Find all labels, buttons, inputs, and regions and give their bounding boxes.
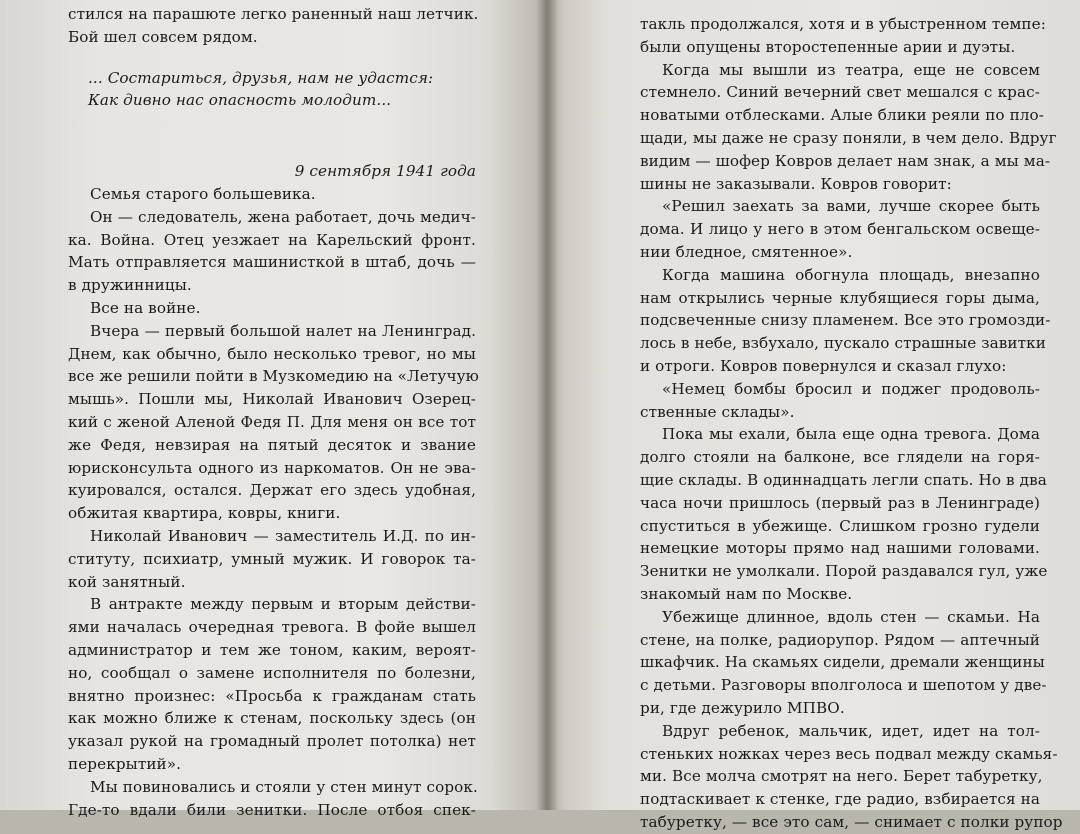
intro-line: Бой шел совсем рядом. xyxy=(68,27,258,46)
paragraph-line: Зенитки не умолкали. Порой раздавался гул, уже xyxy=(640,562,1048,581)
paragraph-line: «Немец бомбы бросил и поджег продоволь- xyxy=(662,379,1040,398)
paragraph-line: все же решили пойти в Музкомедию на «Летучую xyxy=(68,367,479,386)
paragraph-line: подтаскивает к стенке, где радио, взбирается на xyxy=(640,790,1040,809)
paragraph-line: Мать отправляется машинисткой в штаб, дочь — xyxy=(68,253,476,272)
paragraph-line: «Решил заехать за вами, лучше скорее быть xyxy=(662,197,1040,216)
left-page xyxy=(0,0,545,819)
paragraph-line: табуретку, — все это сам, — снимает с полки рупор xyxy=(640,812,1063,831)
paragraph-line: Когда машина обогнула площадь, внезапно xyxy=(662,265,1040,284)
paragraph-line: Он — следователь, жена работает, дочь медич- xyxy=(90,207,476,226)
poem-epigraph xyxy=(88,67,476,113)
right-page xyxy=(545,0,1080,831)
spacer xyxy=(68,112,476,160)
paragraph-line: долго стояли на балконе, все глядели на горя- xyxy=(640,448,1040,467)
paragraph-line: Когда мы вышли из театра, еще не совсем xyxy=(662,60,1040,79)
paragraph-line: ституту, психиатр, умный мужик. И говорок та- xyxy=(68,549,476,568)
paragraph-line: ка. Война. Отец уезжает на Карельский фронт. xyxy=(68,230,476,249)
paragraph-line: же Федя, невзирая на пятый десяток и звание xyxy=(68,435,476,454)
paragraph-line: дома. И лицо у него в этом бенгальском освеще- xyxy=(640,220,1040,239)
poem-line: ... Состариться, друзья, нам не удастся: xyxy=(88,68,434,87)
paragraph-line: Днем, как обычно, было несколько тревог, но мы xyxy=(68,344,476,363)
paragraph-line: нии бледное, смятенное». xyxy=(640,242,853,261)
paragraph-line: стеньких ножках через весь подвал между скамья- xyxy=(640,744,1058,763)
intro-line: стился на парашюте легко раненный наш летчик. xyxy=(68,5,479,23)
right-text-column xyxy=(640,13,1063,834)
paragraph-line: Вдруг ребенок, мальчик, идет, идет на тол- xyxy=(662,721,1040,740)
paragraph-line: внятно произнес: «Просьба к гражданам стать xyxy=(68,686,476,705)
poem-line: Как дивно нас опасность молодит... xyxy=(88,91,392,110)
paragraph-line: щади, мы даже не сразу поняли, в чем дело. Вдруг xyxy=(640,128,1057,147)
paragraph-line: мышь». Пошли мы, Николай Иванович Озерец- xyxy=(68,390,476,409)
paragraph-line: часа ночи пришлось (первый раз в Ленинграде) xyxy=(640,493,1040,512)
paragraph-line: знакомый нам по Москве. xyxy=(640,584,853,603)
paragraph-line: В антракте между первым и вторым действи- xyxy=(90,595,476,614)
paragraph-line: новатыми отблесками. Алые блики реяли по пло- xyxy=(640,106,1045,125)
paragraph-line: с детьми. Разговоры вполголоса и шепотом у две- xyxy=(640,676,1047,695)
paragraph-line: администратор и тем же тоном, каким, вероят- xyxy=(68,640,476,659)
paragraph-line: подсвеченные снизу пламенем. Все это громозди- xyxy=(640,311,1051,330)
paragraph-line: Вчера — первый большой налет на Ленинград. xyxy=(90,321,476,340)
paragraph-line: Все на войне. xyxy=(90,298,201,317)
paragraph-line: Пока мы ехали, была еще одна тревога. Дома xyxy=(662,425,1040,444)
paragraph-line: ми. Все молча смотрят на него. Берет табуретку, xyxy=(640,767,1043,786)
paragraph-line: стемнело. Синий вечерний свет мешался с крас- xyxy=(640,83,1040,102)
paragraph-line: шкафчик. На скамьях сидели, дремали женщины xyxy=(640,653,1045,672)
paragraph-line: нам открылись черные клубящиеся горы дыма, xyxy=(640,288,1040,307)
paragraph-line: Убежище длинное, вдоль стен — скамьи. На xyxy=(662,607,1040,626)
paragraph-line: Николай Иванович — заместитель И.Д. по ин- xyxy=(90,526,476,545)
paragraph-line: кий с женой Аленой Федя П. Для меня он все тот xyxy=(68,412,476,431)
left-text-column xyxy=(68,3,479,821)
paragraph-line: щие склады. В одиннадцать легли спать. Но в два xyxy=(640,470,1047,489)
paragraph-line: в дружинницы. xyxy=(68,276,192,295)
spacer xyxy=(68,49,476,67)
paragraph-line: кой занятный. xyxy=(68,572,186,591)
paragraph-line: ственные склады». xyxy=(640,402,795,421)
paragraph-line: Где-то вдали били зенитки. После отбоя спек- xyxy=(68,800,476,819)
paragraph-line: были опущены второстепенные арии и дуэты. xyxy=(640,37,1016,56)
paragraph-line: юрисконсульта одного из наркоматов. Он не эва- xyxy=(68,458,476,477)
paragraph-line: ями началась очередная тревога. В фойе вышел xyxy=(68,618,476,637)
paragraph-line: спуститься в убежище. Слишком грозно гудели xyxy=(640,516,1040,535)
paragraph-line: немецкие моторы прямо над нашими головами. xyxy=(640,539,1040,558)
paragraph-line: лось в небе, взбухало, пускало страшные завитки xyxy=(640,334,1046,353)
paragraph-line: но, сообщал о замене исполнителя по болезни, xyxy=(68,663,476,682)
paragraph-line: и отроги. Ковров повернулся и сказал глухо: xyxy=(640,356,1007,375)
paragraph-line: указал рукой на громадный пролет потолка) нет xyxy=(68,732,476,751)
paragraph-line: шины не заказывали. Ковров говорит: xyxy=(640,174,952,193)
paragraph-line: Мы повиновались и стояли у стен минут сорок. xyxy=(90,777,478,796)
paragraph-line: как можно ближе к стенам, поскольку здесь (он xyxy=(68,709,476,728)
paragraph-line: куировался, остался. Держат его здесь удобная, xyxy=(68,481,476,500)
entry-date: 9 сентября 1941 года xyxy=(294,162,476,181)
paragraph-line: такль продолжался, хотя и в убыстренном темпе: xyxy=(640,15,1046,33)
paragraph-line: Семья старого большевика. xyxy=(90,184,316,203)
paragraph-line: стене, на полке, радиорупор. Рядом — аптечный xyxy=(640,630,1040,649)
paragraph-line: ри, где дежурило МПВО. xyxy=(640,698,845,717)
paragraph-line: видим — шофер Ковров делает нам знак, а мы ма- xyxy=(640,151,1051,170)
paragraph-line: перекрытий». xyxy=(68,754,182,773)
paragraph-line: обжитая квартира, ковры, книги. xyxy=(68,504,341,523)
